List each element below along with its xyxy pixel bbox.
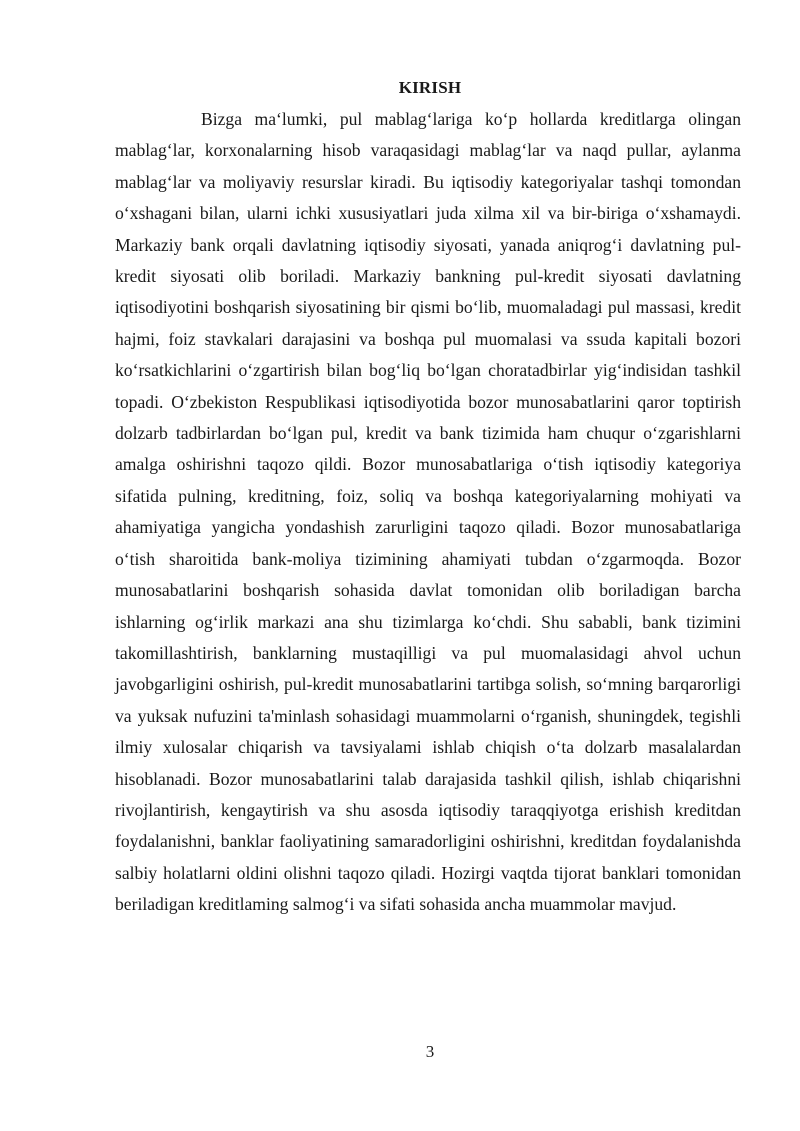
body-paragraph: Bizga maʻlumki, pul mablagʻlariga koʻp hollarda kreditlarga olingan mablagʻlar, korxonalarning hisob varaqasidagi mablagʻlar va naqd pullar, aylanma mablagʻlar va moliyaviy resurslar kiradi. Bu iqtisodiy kategoriyalar tashqi tomondan oʻxshagani bilan, ularni ichki xususiyatlari juda xilma xil va bir-biriga oʻxshamaydi. Markaziy bank orqali davlatning iqtisodiy siyosati, yanada aniqrogʻi davlatning pul-kredit siyosati olib boriladi. Markaziy bankning pul-kredit siyosati davlatning iqtisodiyotini boshqarish siyosatining bir qismi boʻlib, muomaladagi pul massasi, kredit hajmi, foiz stavkalari darajasini va boshqa pul muomalasi va ssuda kapitali bozori koʻrsatkichlarini oʻzgartirish bilan bogʻliq boʻlgan choratadbirlar yigʻindisidan tashkil topadi. Oʻzbekiston Respublikasi iqtisodiyotida bozor munosabatlarini qaror toptirish dolzarb tadbirlardan boʻlgan pul, kredit va bank tizimida ham chuqur oʻzgarishlarni amalga oshirishni taqozo qildi. Bozor munosabatlariga oʻtish iqtisodiy kategoriya sifatida pulning, kreditning, foiz, soliq va boshqa kategoriyalarning mohiyati va ahamiyatiga yangicha yondashish zarurligini taqozo qiladi. Bozor munosabatlariga oʻtish sharoitida bank-moliya tizimining ahamiyati tubdan oʻzgarmoqda. Bozor munosabatlarini boshqarish sohasida davlat tomonidan olib boriladigan barcha ishlarning ogʻirlik markazi ana shu tizimlarga koʻchdi. Shu sababli, bank tizimini takomillashtirish, banklarning mustaqilligi va pul muomalasidagi ahvol uchun javobgarligini oshirish, pul-kredit munosabatlarini tartibga solish, soʻmning barqarorligi va yuksak nufuzini ta'minlash sohasidagi muammolarni oʻrganish, shuningdek, tegishli ilmiy xulosalar chiqarish va tavsiyalami ishlab chiqish oʻta dolzarb masalalardan hisoblanadi. Bozor munosabatlarini talab darajasida tashkil qilish, ishlab chiqarishni rivojlantirish, kengaytirish va shu asosda iqtisodiy taraqqiyotga erishish kreditdan foydalanishni, banklar faoliyatining samaradorligini oshirishni, kreditdan foydalanishda salbiy holatlarni oldini olishni taqozo qiladi. Hozirgi vaqtda tijorat banklari tomonidan beriladigan kreditlaming salmogʻi va sifati sohasida ancha muammolar mavjud. [115,109,741,915]
page-number: 3 [425,1042,435,1061]
section-heading: KIRISH [398,78,462,97]
